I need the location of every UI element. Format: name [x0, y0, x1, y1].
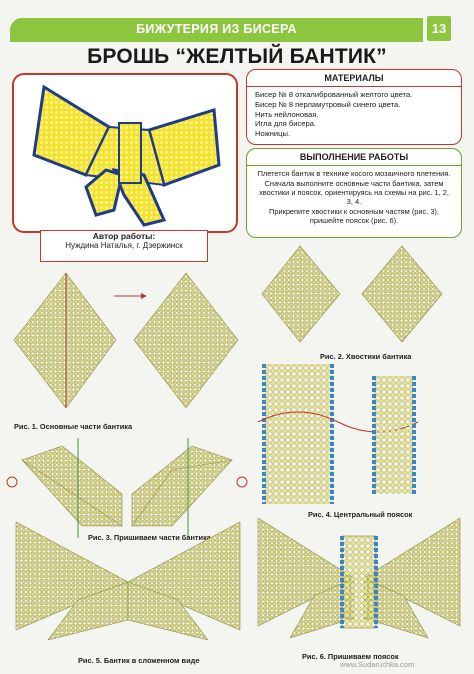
material-item: Нить нейлоновая. — [255, 109, 319, 119]
materials-list — [247, 87, 461, 142]
fig6-diagram — [254, 516, 464, 646]
materials-heading: МАТЕРИАЛЫ — [247, 70, 461, 87]
brooch-photo — [12, 73, 238, 233]
bow-illustration — [14, 75, 236, 231]
fig2-caption: Рис. 2. Хвостики бантика — [320, 352, 412, 361]
section-header-bar — [10, 18, 423, 42]
author-box — [40, 230, 208, 262]
material-item: Игла для бисера. — [255, 119, 317, 129]
article-title: БРОШЬ “ЖЕЛТЫЙ БАНТИК” — [87, 45, 387, 68]
material-item: Бисер № 8 откалиброванный желтого цвета. — [255, 90, 413, 99]
fig6-caption: Рис. 6. Пришиваем поясок — [302, 652, 399, 661]
page-number: 13 — [427, 16, 451, 41]
instructions-text — [247, 166, 461, 229]
materials-box — [246, 69, 462, 145]
author-name: Нуждина Наталья, г. Дзержинск — [65, 241, 183, 250]
instruction-paragraph: Сначала выполните основные части бантика, затем хвостики и поясок, ориентируясь на схемы на рис. 1, 2, 3, 4. — [259, 179, 449, 206]
section-title: БИЖУТЕРИЯ ИЗ БИСЕРА — [136, 22, 297, 36]
instruction-paragraph: Прикрепите хвостики к основным частям (рис. 3), пришейте поясок (рис. 6). — [269, 207, 439, 225]
material-item: Бисер № 8 перламутровый синего цвета. — [255, 99, 401, 109]
fig5-caption: Рис. 5. Бантик в сложенном виде — [78, 656, 200, 665]
fig5-diagram — [8, 520, 248, 650]
material-item: Ножницы. — [255, 129, 291, 139]
instruction-paragraph: Плетется бантик в технике косого мозаичного плетения. — [257, 169, 451, 178]
fig3-caption: Рис. 3. Пришиваем части бантика — [88, 533, 211, 542]
instructions-heading: ВЫПОЛНЕНИЕ РАБОТЫ — [247, 149, 461, 166]
author-label: Автор работы: — [92, 231, 156, 241]
fig1-diagram — [6, 268, 236, 418]
instructions-box — [246, 148, 462, 238]
watermark: www.Sudaruchka.com — [340, 660, 415, 669]
fig4-caption: Рис. 4. Центральный поясок — [308, 510, 413, 519]
fig2-diagram — [262, 244, 462, 344]
fig1-caption: Рис. 1. Основные части бантика — [14, 422, 133, 431]
fig4-diagram — [258, 362, 458, 512]
